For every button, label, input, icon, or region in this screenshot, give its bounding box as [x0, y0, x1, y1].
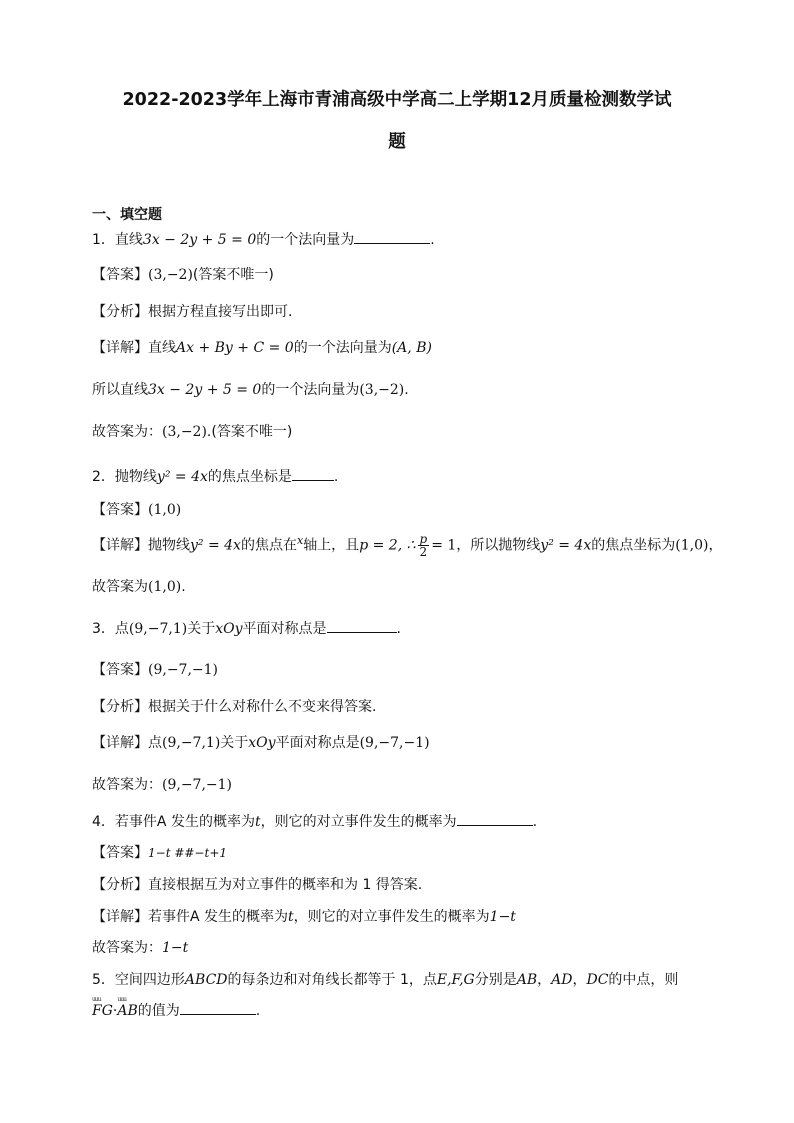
answer-tag: 【答案】 — [92, 502, 148, 518]
q3-detail: 【详解】点(9,−7,1)关于xOy平面对称点是(9,−7,−1) — [92, 735, 430, 751]
q2-answer: 【答案】(1,0) — [92, 502, 182, 518]
fraction: $\frac{p}{2}$ — [419, 532, 428, 559]
question-number: 2． — [92, 469, 115, 485]
analysis-tag: 【分析】 — [92, 304, 148, 320]
analysis-tag: 【分析】 — [92, 699, 148, 715]
q4-detail: 【详解】若事件A 发生的概率为t，则它的对立事件发生的概率为1−t — [92, 909, 516, 925]
document-title-line2: 题 — [388, 132, 406, 152]
q3-analysis: 【分析】根据关于什么对称什么不变来得答案. — [92, 699, 377, 715]
question-number: 4． — [92, 814, 115, 830]
question-4: 4．若事件A 发生的概率为t，则它的对立事件发生的概率为 . — [92, 814, 538, 830]
q1-answer: 【答案】(3,−2)(答案不唯一) — [92, 267, 274, 283]
question-5-cont: uuu FG·uuu AB的值为 . — [92, 1000, 260, 1020]
question-2: 2．抛物线y² = 4x的焦点坐标是 . — [92, 469, 339, 485]
question-number: 1． — [92, 232, 115, 248]
answer-blank — [292, 468, 334, 481]
vector-fg: uuu FG — [92, 1003, 113, 1019]
q2-detail: 【详解】抛物线y² = 4x的焦点在$^x$轴上，且p = 2, ∴ $\frac{p}{2}$ = 1，所以抛物线y² = 4x的焦点坐标为(1,0)， — [92, 532, 723, 559]
detail-tag: 【详解】 — [92, 735, 148, 751]
question-3: 3．点(9,−7,1)关于xOy平面对称点是 . — [92, 621, 401, 637]
answer-tag: 【答案】 — [92, 267, 148, 283]
answer-blank — [327, 620, 397, 633]
question-5: 5．空间四边形ABCD的每条边和对角线长都等于 1，点E,F,G分别是AB，AD，DC的中点，则 — [92, 972, 679, 988]
q4-analysis: 【分析】直接根据互为对立事件的概率和为 1 得答案. — [92, 877, 423, 893]
answer-blank — [457, 813, 533, 826]
section-heading: 一、填空题 — [92, 207, 162, 223]
answer-tag: 【答案】 — [92, 845, 148, 861]
q1-analysis: 【分析】根据方程直接写出即可. — [92, 304, 293, 320]
answer-blank — [354, 231, 430, 244]
detail-tag: 【详解】 — [92, 537, 148, 554]
question-number: 3． — [92, 621, 115, 637]
vector-ab: uuu AB — [117, 1003, 137, 1019]
q1-detail: 【详解】直线Ax + By + C = 0的一个法向量为(A, B) — [92, 340, 432, 356]
document-title-line1: 2022-2023学年上海市青浦高级中学高二上学期12月质量检测数学试 — [122, 90, 672, 110]
q3-answer: 【答案】(9,−7,−1) — [92, 662, 219, 678]
q1-detail-2: 所以直线3x − 2y + 5 = 0的一个法向量为(3,−2). — [92, 382, 409, 398]
q4-final: 故答案为：1−t — [92, 940, 189, 956]
detail-tag: 【详解】 — [92, 340, 148, 356]
q2-final: 故答案为(1,0). — [92, 579, 186, 595]
question-number: 5． — [92, 972, 115, 988]
answer-blank — [180, 1002, 256, 1015]
detail-tag: 【详解】 — [92, 909, 148, 925]
q3-final: 故答案为：(9,−7,−1) — [92, 777, 233, 793]
analysis-tag: 【分析】 — [92, 877, 148, 893]
q4-answer: 【答案】1−t ##−t+1 — [92, 845, 228, 861]
question-1: 1．直线3x − 2y + 5 = 0的一个法向量为 . — [92, 232, 435, 248]
answer-tag: 【答案】 — [92, 662, 148, 678]
q1-final: 故答案为：(3,−2).(答案不唯一) — [92, 424, 293, 440]
